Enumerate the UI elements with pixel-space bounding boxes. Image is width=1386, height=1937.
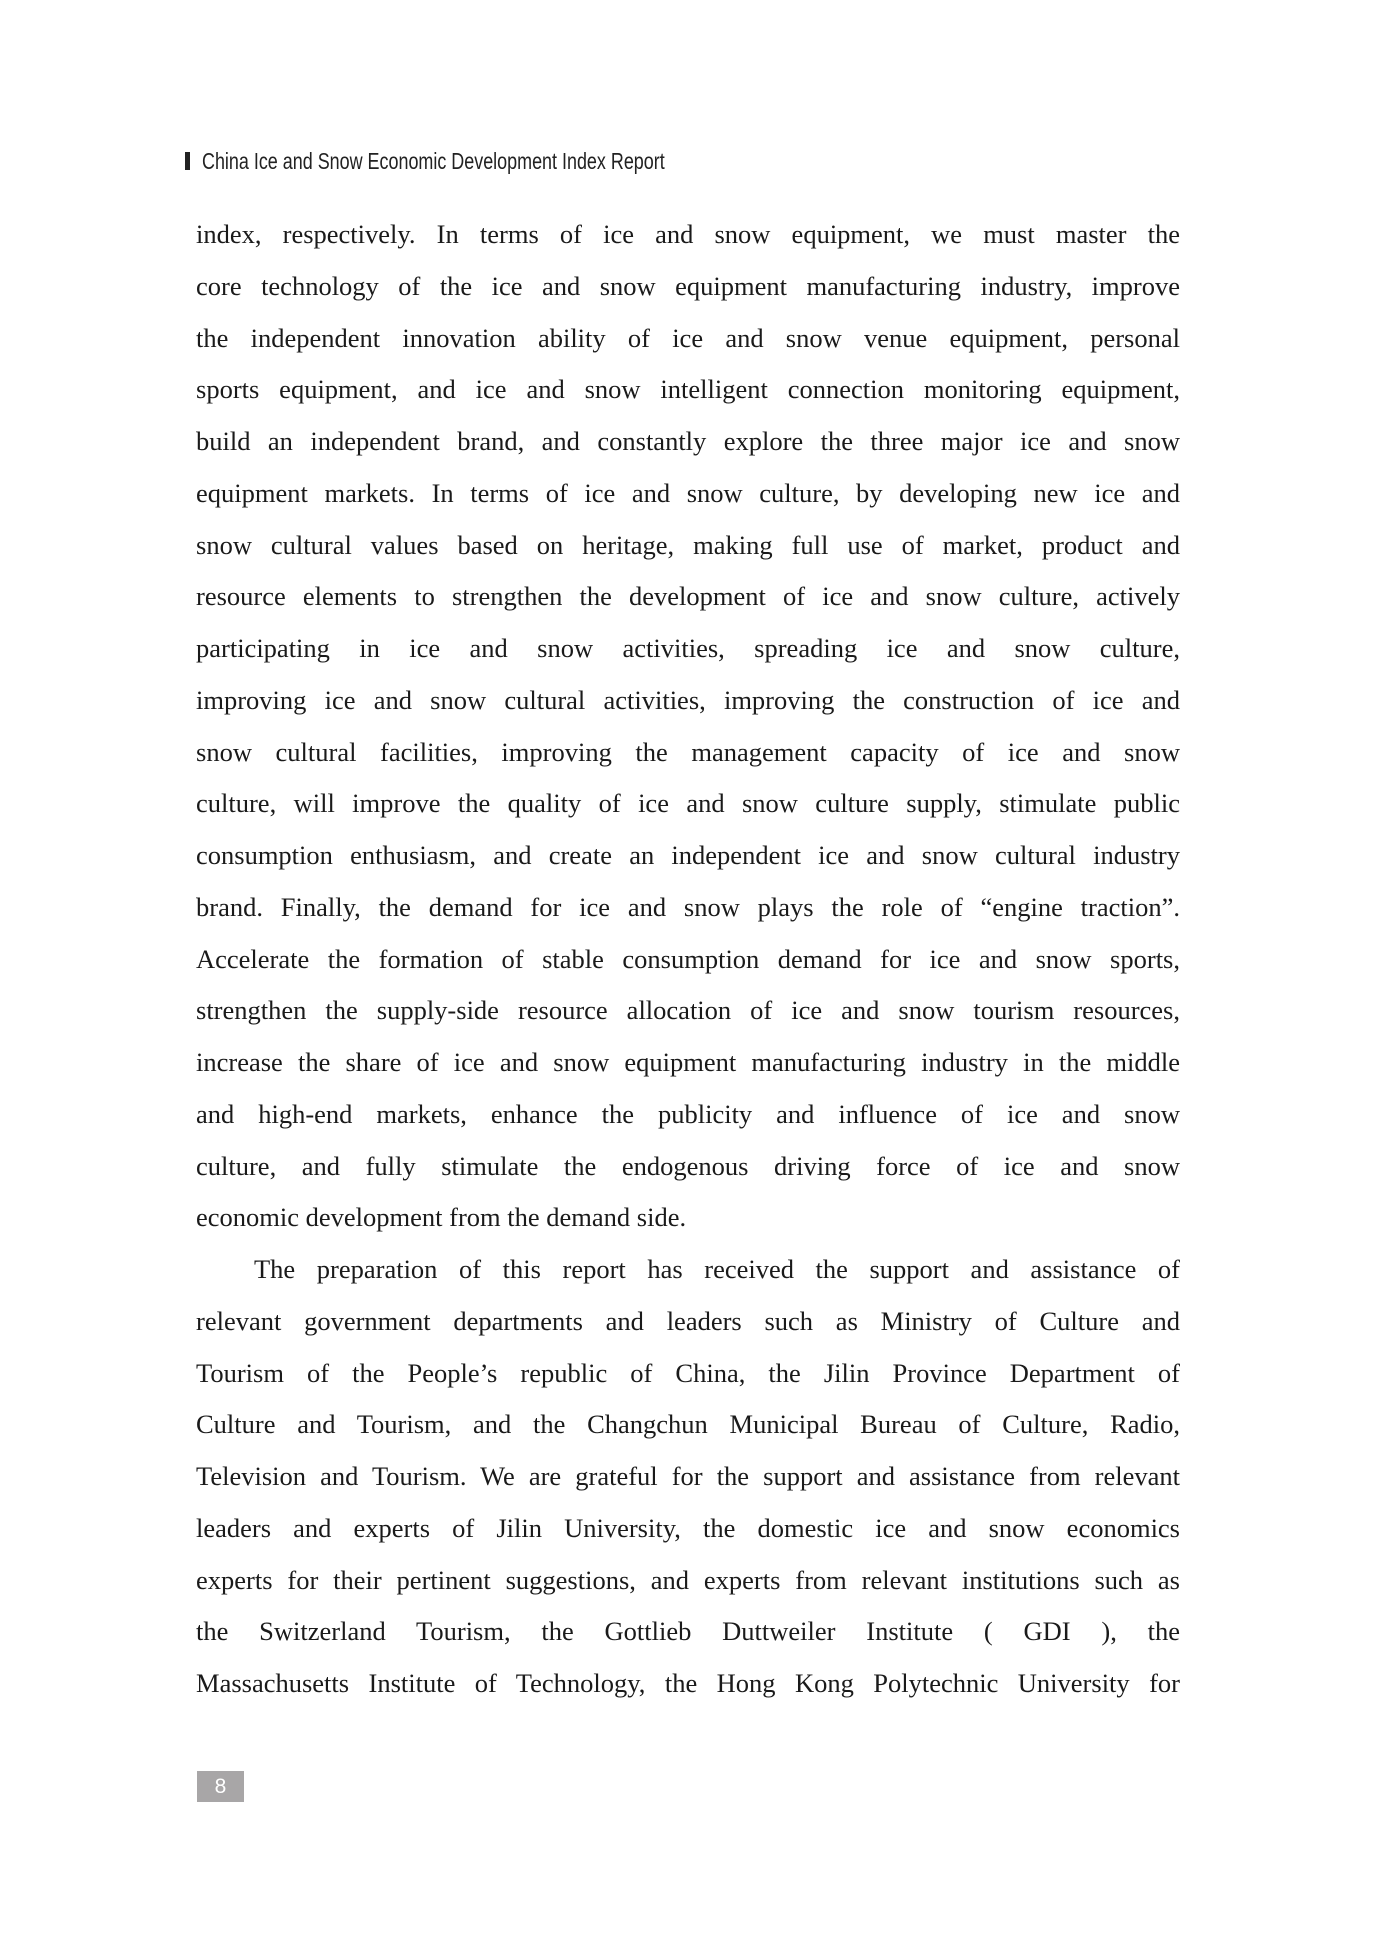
text-line: Television and Tourism. We are grateful for the support and assistance from relevant (196, 1461, 1180, 1491)
text-line: The preparation of this report has received the support and assistance of (254, 1254, 1180, 1284)
text-line: snow cultural values based on heritage, making full use of market, product and (196, 529, 1180, 560)
text-line: Massachusetts Institute of Technology, the Hong Kong Polytechnic University for (196, 1668, 1180, 1698)
page-number: 8 (197, 1771, 244, 1802)
text-line: core technology of the ice and snow equipment manufacturing industry, improve (196, 270, 1180, 301)
text-line: and high-end markets, enhance the publicity and influence of ice and snow (196, 1098, 1180, 1129)
header-bar-marker (185, 152, 190, 170)
body-text (196, 212, 1180, 1713)
text-line: relevant government departments and leaders such as Ministry of Culture and (196, 1305, 1180, 1336)
text-line: participating in ice and snow activities, spreading ice and snow culture, (196, 633, 1180, 663)
text-line: index, respectively. In terms of ice and snow equipment, we must master the (196, 219, 1180, 249)
text-line: culture, will improve the quality of ice and snow culture supply, stimulate public (196, 788, 1180, 819)
text-line: consumption enthusiasm, and create an independent ice and snow cultural industry (196, 840, 1180, 870)
text-line: culture, and fully stimulate the endogenous driving force of ice and snow (196, 1150, 1180, 1181)
text-line: build an independent brand, and constantly explore the three major ice and snow (196, 426, 1180, 456)
text-line: snow cultural facilities, improving the management capacity of ice and snow (196, 736, 1180, 767)
header-title: China Ice and Snow Economic Development Index Report (202, 147, 665, 174)
text-line: experts for their pertinent suggestions, and experts from relevant institutions such as (196, 1564, 1180, 1595)
text-line: the independent innovation ability of ice and snow venue equipment, personal (196, 322, 1180, 353)
text-line: increase the share of ice and snow equipment manufacturing industry in the middle (196, 1047, 1180, 1077)
text-line: Accelerate the formation of stable consumption demand for ice and snow sports, (196, 943, 1180, 974)
text-line: equipment markets. In terms of ice and snow culture, by developing new ice and (196, 477, 1180, 508)
text-line: brand. Finally, the demand for ice and snow plays the role of “engine traction”. (196, 891, 1180, 922)
text-line: the Switzerland Tourism, the Gottlieb Duttweiler Institute ( GDI ), the (196, 1616, 1180, 1647)
text-line: sports equipment, and ice and snow intelligent connection monitoring equipment, (196, 374, 1180, 405)
text-line: Culture and Tourism, and the Changchun Municipal Bureau of Culture, Radio, (196, 1409, 1180, 1440)
text-line: improving ice and snow cultural activities, improving the construction of ice and (196, 684, 1180, 715)
text-line: Tourism of the People’s republic of China, the Jilin Province Department of (196, 1357, 1180, 1388)
running-header (185, 146, 795, 176)
text-line: strengthen the supply-side resource allocation of ice and snow tourism resources, (196, 995, 1180, 1026)
text-line: resource elements to strengthen the development of ice and snow culture, actively (196, 581, 1180, 612)
text-line: economic development from the demand side. (196, 1202, 687, 1233)
text-line: leaders and experts of Jilin University, the domestic ice and snow economics (196, 1512, 1180, 1543)
